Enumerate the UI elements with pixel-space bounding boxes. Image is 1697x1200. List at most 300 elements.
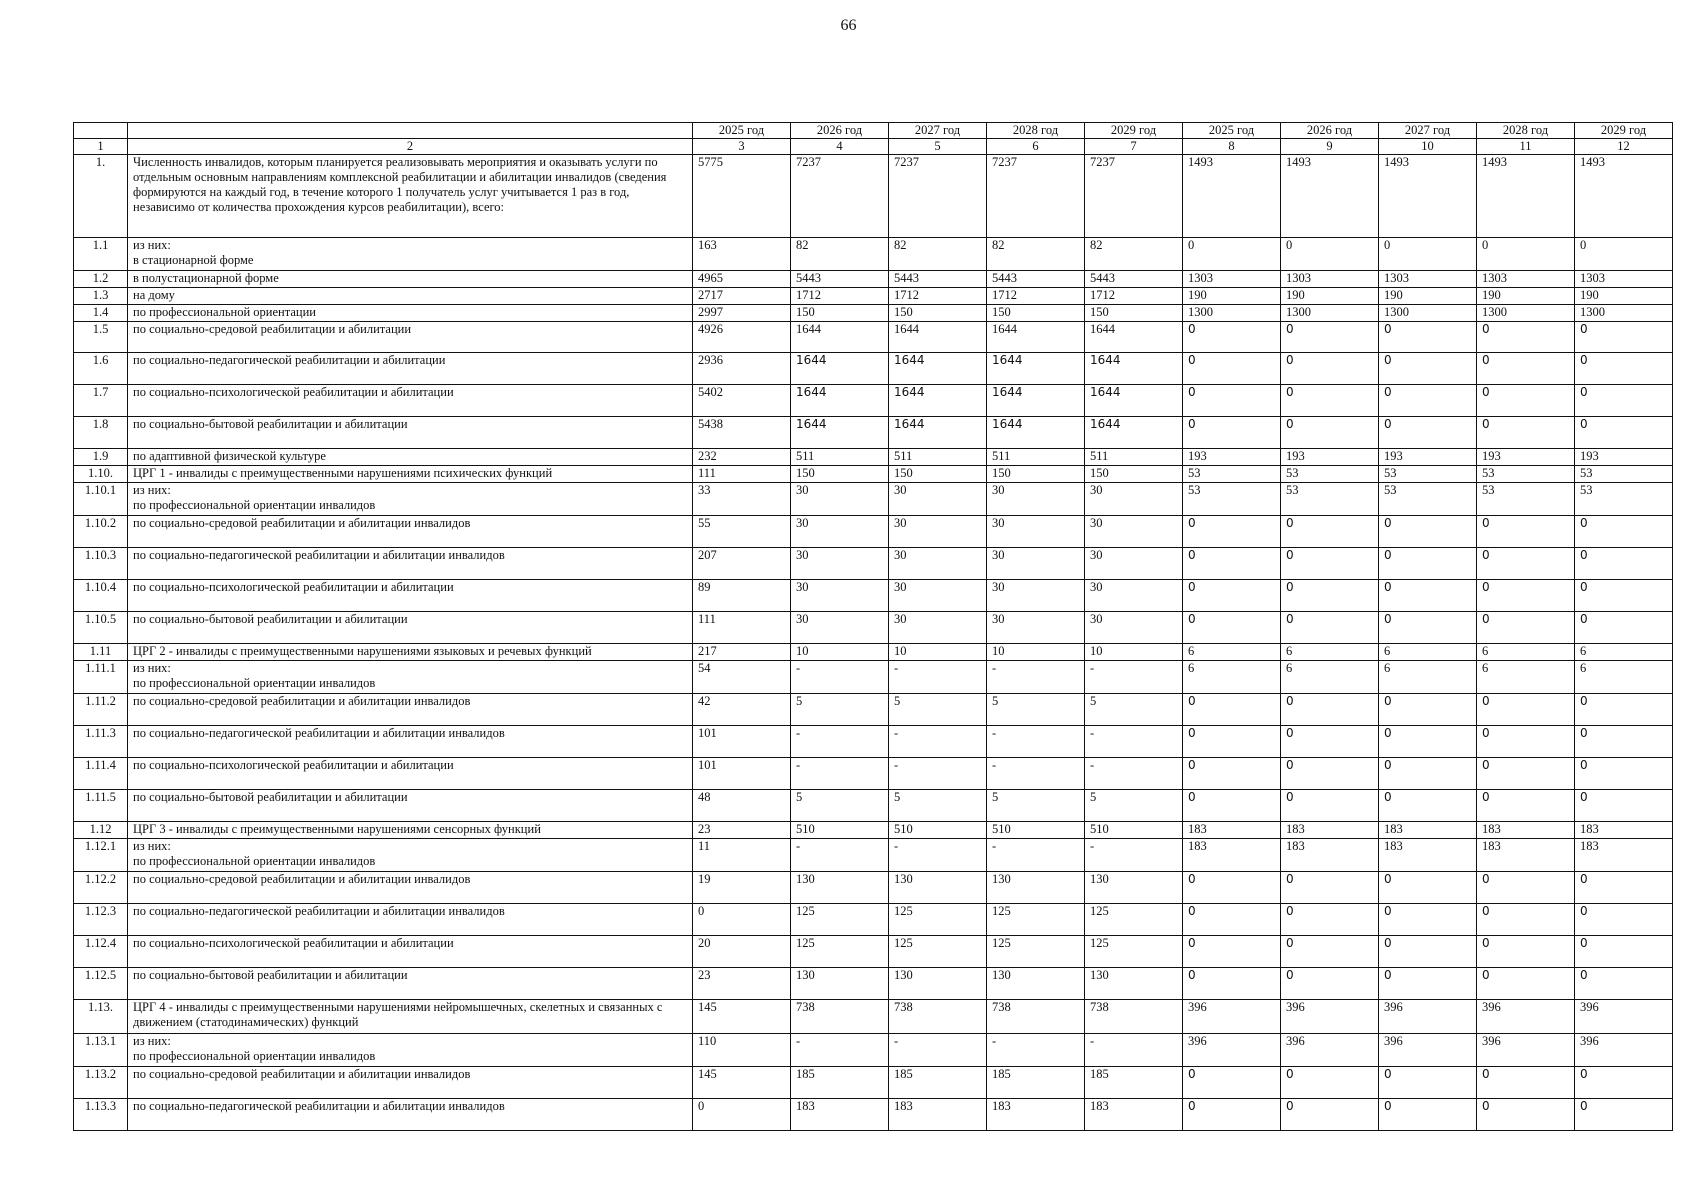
table-row bbox=[74, 271, 1673, 288]
row-label: по социально-педагогической реабилитации и абилитации инвалидов bbox=[128, 548, 693, 580]
value-cell: 0 bbox=[1477, 580, 1575, 612]
table-row bbox=[74, 385, 1673, 417]
value-cell: - bbox=[889, 758, 987, 790]
row-number: 1.2 bbox=[74, 271, 128, 288]
value-cell: 1493 bbox=[1379, 155, 1477, 238]
value-cell: 0 bbox=[1477, 968, 1575, 1000]
header-year-cell: 2028 год bbox=[987, 123, 1085, 139]
value-cell: 0 bbox=[1379, 353, 1477, 385]
value-cell: 30 bbox=[791, 580, 889, 612]
value-cell: 1644 bbox=[889, 417, 987, 449]
value-cell: 193 bbox=[1477, 449, 1575, 466]
value-cell: 125 bbox=[1085, 936, 1183, 968]
row-label: по социально-психологической реабилитации и абилитации bbox=[128, 385, 693, 417]
row-label: ЦРГ 4 - инвалиды с преимущественными нарушениями нейромышечных, скелетных и связанных с движением (статодинамических) функций bbox=[128, 1000, 693, 1034]
value-cell: 145 bbox=[693, 1067, 791, 1099]
table-row bbox=[74, 449, 1673, 466]
value-cell: - bbox=[889, 839, 987, 872]
value-cell: 101 bbox=[693, 758, 791, 790]
value-cell: 0 bbox=[1575, 726, 1673, 758]
value-cell: 0 bbox=[1281, 694, 1379, 726]
value-cell: 150 bbox=[987, 305, 1085, 322]
value-cell: 1644 bbox=[889, 353, 987, 385]
row-number: 1.10. bbox=[74, 466, 128, 483]
value-cell: 1712 bbox=[791, 288, 889, 305]
value-cell: 30 bbox=[791, 516, 889, 548]
column-number-cell: 5 bbox=[889, 139, 987, 155]
table-row bbox=[74, 968, 1673, 1000]
value-cell: 5 bbox=[987, 694, 1085, 726]
value-cell: 0 bbox=[1281, 353, 1379, 385]
value-cell: 150 bbox=[889, 305, 987, 322]
value-cell: 30 bbox=[889, 548, 987, 580]
value-cell: 30 bbox=[1085, 580, 1183, 612]
value-cell: 130 bbox=[791, 968, 889, 1000]
value-cell: 183 bbox=[1183, 839, 1281, 872]
column-number-cell: 1 bbox=[74, 139, 128, 155]
table-row bbox=[74, 516, 1673, 548]
column-number-cell: 11 bbox=[1477, 139, 1575, 155]
value-cell: - bbox=[791, 1034, 889, 1067]
table-row bbox=[74, 936, 1673, 968]
value-cell: 190 bbox=[1183, 288, 1281, 305]
row-number: 1.11.4 bbox=[74, 758, 128, 790]
value-cell: 0 bbox=[1281, 516, 1379, 548]
table-row bbox=[74, 1067, 1673, 1099]
row-label: по социально-бытовой реабилитации и абилитации bbox=[128, 968, 693, 1000]
table-row bbox=[74, 726, 1673, 758]
value-cell: 738 bbox=[987, 1000, 1085, 1034]
row-number: 1.13.3 bbox=[74, 1099, 128, 1131]
value-cell: 0 bbox=[1379, 417, 1477, 449]
value-cell: 145 bbox=[693, 1000, 791, 1034]
value-cell: 1644 bbox=[791, 322, 889, 353]
value-cell: 125 bbox=[889, 936, 987, 968]
value-cell: 6 bbox=[1281, 644, 1379, 661]
value-cell: 11 bbox=[693, 839, 791, 872]
table-row bbox=[74, 839, 1673, 872]
value-cell: 0 bbox=[1379, 385, 1477, 417]
value-cell: 396 bbox=[1575, 1034, 1673, 1067]
table-row bbox=[74, 644, 1673, 661]
value-cell: 53 bbox=[1183, 466, 1281, 483]
value-cell: 0 bbox=[1183, 726, 1281, 758]
value-cell: 0 bbox=[1183, 758, 1281, 790]
value-cell: 125 bbox=[987, 904, 1085, 936]
header-years-row bbox=[74, 123, 1673, 139]
value-cell: 1644 bbox=[791, 385, 889, 417]
row-number: 1.10.2 bbox=[74, 516, 128, 548]
table-row bbox=[74, 548, 1673, 580]
value-cell: 0 bbox=[1183, 385, 1281, 417]
row-number: 1.13. bbox=[74, 1000, 128, 1034]
row-number: 1.12 bbox=[74, 822, 128, 839]
value-cell: 0 bbox=[1379, 872, 1477, 904]
row-number: 1.13.1 bbox=[74, 1034, 128, 1067]
value-cell: 0 bbox=[1281, 968, 1379, 1000]
value-cell: 2997 bbox=[693, 305, 791, 322]
value-cell: 150 bbox=[791, 466, 889, 483]
value-cell: 5443 bbox=[791, 271, 889, 288]
value-cell: 0 bbox=[1281, 612, 1379, 644]
row-label: в полустационарной форме bbox=[128, 271, 693, 288]
value-cell: 6 bbox=[1477, 661, 1575, 694]
value-cell: 0 bbox=[1477, 612, 1575, 644]
value-cell: 130 bbox=[889, 872, 987, 904]
value-cell: 0 bbox=[1477, 758, 1575, 790]
value-cell: 738 bbox=[1085, 1000, 1183, 1034]
value-cell: 1712 bbox=[987, 288, 1085, 305]
value-cell: 0 bbox=[1183, 238, 1281, 271]
table-row bbox=[74, 305, 1673, 322]
value-cell: 1644 bbox=[1085, 385, 1183, 417]
value-cell: 183 bbox=[889, 1099, 987, 1131]
value-cell: 511 bbox=[987, 449, 1085, 466]
value-cell: 1493 bbox=[1575, 155, 1673, 238]
row-label: по социально-педагогической реабилитации и абилитации инвалидов bbox=[128, 1099, 693, 1131]
value-cell: 0 bbox=[1575, 790, 1673, 822]
value-cell: 0 bbox=[1575, 417, 1673, 449]
value-cell: 0 bbox=[693, 904, 791, 936]
value-cell: 30 bbox=[987, 483, 1085, 516]
value-cell: 0 bbox=[1379, 1099, 1477, 1131]
value-cell: 1644 bbox=[987, 322, 1085, 353]
row-number: 1.12.3 bbox=[74, 904, 128, 936]
value-cell: 396 bbox=[1477, 1000, 1575, 1034]
header-year-cell: 2028 год bbox=[1477, 123, 1575, 139]
value-cell: 30 bbox=[1085, 612, 1183, 644]
value-cell: 1644 bbox=[987, 417, 1085, 449]
value-cell: 6 bbox=[1183, 661, 1281, 694]
value-cell: 0 bbox=[1477, 694, 1575, 726]
value-cell: 0 bbox=[1183, 548, 1281, 580]
value-cell: 0 bbox=[1477, 353, 1575, 385]
header-year-cell bbox=[74, 123, 128, 139]
value-cell: 30 bbox=[889, 580, 987, 612]
value-cell: 183 bbox=[791, 1099, 889, 1131]
value-cell: 0 bbox=[1183, 936, 1281, 968]
value-cell: 193 bbox=[1575, 449, 1673, 466]
value-cell: 0 bbox=[1281, 1067, 1379, 1099]
value-cell: 0 bbox=[1379, 904, 1477, 936]
value-cell: 5 bbox=[889, 694, 987, 726]
value-cell: 5 bbox=[987, 790, 1085, 822]
value-cell: 396 bbox=[1379, 1000, 1477, 1034]
value-cell: 53 bbox=[1575, 466, 1673, 483]
value-cell: 54 bbox=[693, 661, 791, 694]
row-number: 1.13.2 bbox=[74, 1067, 128, 1099]
row-label: по социально-педагогической реабилитации и абилитации инвалидов bbox=[128, 726, 693, 758]
header-year-cell bbox=[128, 123, 693, 139]
value-cell: 510 bbox=[791, 822, 889, 839]
value-cell: 185 bbox=[987, 1067, 1085, 1099]
value-cell: 1712 bbox=[1085, 288, 1183, 305]
value-cell: 1644 bbox=[1085, 353, 1183, 385]
value-cell: 0 bbox=[1379, 694, 1477, 726]
header-year-cell: 2027 год bbox=[889, 123, 987, 139]
row-label: по адаптивной физической культуре bbox=[128, 449, 693, 466]
value-cell: 0 bbox=[1183, 872, 1281, 904]
value-cell: 0 bbox=[1477, 516, 1575, 548]
row-label: по социально-средовой реабилитации и абилитации bbox=[128, 322, 693, 353]
value-cell: 0 bbox=[1575, 872, 1673, 904]
table-row bbox=[74, 1034, 1673, 1067]
value-cell: 53 bbox=[1477, 483, 1575, 516]
value-cell: 0 bbox=[1379, 968, 1477, 1000]
table-row bbox=[74, 417, 1673, 449]
row-label: из них: по профессиональной ориентации инвалидов bbox=[128, 839, 693, 872]
table-row bbox=[74, 353, 1673, 385]
row-number: 1.4 bbox=[74, 305, 128, 322]
value-cell: 511 bbox=[889, 449, 987, 466]
table-row bbox=[74, 1000, 1673, 1034]
page-number: 66 bbox=[840, 17, 857, 34]
value-cell: 0 bbox=[1477, 417, 1575, 449]
value-cell: 130 bbox=[889, 968, 987, 1000]
value-cell: 0 bbox=[1281, 1099, 1379, 1131]
row-number: 1.11.1 bbox=[74, 661, 128, 694]
row-number: 1.11 bbox=[74, 644, 128, 661]
header-year-cell: 2029 год bbox=[1575, 123, 1673, 139]
value-cell: 0 bbox=[693, 1099, 791, 1131]
value-cell: 193 bbox=[1183, 449, 1281, 466]
value-cell: 396 bbox=[1281, 1034, 1379, 1067]
value-cell: 0 bbox=[1575, 936, 1673, 968]
value-cell: 130 bbox=[1085, 968, 1183, 1000]
value-cell: 30 bbox=[987, 516, 1085, 548]
table-row bbox=[74, 612, 1673, 644]
value-cell: 193 bbox=[1379, 449, 1477, 466]
table-row bbox=[74, 661, 1673, 694]
value-cell: - bbox=[889, 661, 987, 694]
value-cell: 5443 bbox=[987, 271, 1085, 288]
value-cell: 0 bbox=[1281, 872, 1379, 904]
value-cell: 0 bbox=[1183, 516, 1281, 548]
value-cell: 190 bbox=[1379, 288, 1477, 305]
value-cell: 1644 bbox=[791, 353, 889, 385]
value-cell: 0 bbox=[1281, 548, 1379, 580]
row-label: по социально-бытовой реабилитации и абилитации bbox=[128, 790, 693, 822]
value-cell: 183 bbox=[1085, 1099, 1183, 1131]
value-cell: 30 bbox=[987, 580, 1085, 612]
value-cell: 0 bbox=[1379, 516, 1477, 548]
value-cell: 0 bbox=[1183, 322, 1281, 353]
value-cell: 6 bbox=[1477, 644, 1575, 661]
value-cell: 193 bbox=[1281, 449, 1379, 466]
value-cell: 190 bbox=[1281, 288, 1379, 305]
table-row bbox=[74, 238, 1673, 271]
row-label: по социально-средовой реабилитации и абилитации инвалидов bbox=[128, 1067, 693, 1099]
value-cell: 0 bbox=[1183, 353, 1281, 385]
column-number-cell: 4 bbox=[791, 139, 889, 155]
table-row bbox=[74, 758, 1673, 790]
value-cell: 0 bbox=[1183, 968, 1281, 1000]
rehabilitation-table bbox=[73, 122, 1673, 1131]
table-row bbox=[74, 580, 1673, 612]
column-number-cell: 3 bbox=[693, 139, 791, 155]
value-cell: 183 bbox=[987, 1099, 1085, 1131]
value-cell: 1644 bbox=[1085, 417, 1183, 449]
row-number: 1.10.1 bbox=[74, 483, 128, 516]
value-cell: 0 bbox=[1379, 580, 1477, 612]
value-cell: 183 bbox=[1477, 822, 1575, 839]
value-cell: 5 bbox=[791, 790, 889, 822]
header-column-numbers-row bbox=[74, 139, 1673, 155]
value-cell: 0 bbox=[1281, 385, 1379, 417]
value-cell: 130 bbox=[987, 872, 1085, 904]
value-cell: - bbox=[1085, 661, 1183, 694]
value-cell: 1303 bbox=[1477, 271, 1575, 288]
value-cell: 7237 bbox=[889, 155, 987, 238]
value-cell: - bbox=[791, 661, 889, 694]
value-cell: 0 bbox=[1281, 726, 1379, 758]
value-cell: 2936 bbox=[693, 353, 791, 385]
value-cell: 6 bbox=[1575, 644, 1673, 661]
value-cell: 130 bbox=[791, 872, 889, 904]
value-cell: 0 bbox=[1379, 238, 1477, 271]
table-row bbox=[74, 483, 1673, 516]
value-cell: 1303 bbox=[1575, 271, 1673, 288]
row-number: 1.5 bbox=[74, 322, 128, 353]
value-cell: 125 bbox=[791, 904, 889, 936]
row-number: 1.8 bbox=[74, 417, 128, 449]
value-cell: 183 bbox=[1183, 822, 1281, 839]
value-cell: 53 bbox=[1379, 466, 1477, 483]
value-cell: 5402 bbox=[693, 385, 791, 417]
row-label: по социально-бытовой реабилитации и абилитации bbox=[128, 612, 693, 644]
value-cell: 1300 bbox=[1379, 305, 1477, 322]
value-cell: 7237 bbox=[987, 155, 1085, 238]
value-cell: 0 bbox=[1379, 548, 1477, 580]
value-cell: 511 bbox=[1085, 449, 1183, 466]
value-cell: 7237 bbox=[791, 155, 889, 238]
value-cell: 30 bbox=[1085, 483, 1183, 516]
value-cell: 0 bbox=[1379, 936, 1477, 968]
row-label: из них: в стационарной форме bbox=[128, 238, 693, 271]
value-cell: 1493 bbox=[1477, 155, 1575, 238]
value-cell: 1303 bbox=[1379, 271, 1477, 288]
value-cell: 1493 bbox=[1281, 155, 1379, 238]
value-cell: - bbox=[889, 726, 987, 758]
value-cell: 207 bbox=[693, 548, 791, 580]
row-label: по профессиональной ориентации bbox=[128, 305, 693, 322]
row-label: по социально-педагогической реабилитации и абилитации bbox=[128, 353, 693, 385]
row-label: ЦРГ 1 - инвалиды с преимущественными нарушениями психических функций bbox=[128, 466, 693, 483]
value-cell: 0 bbox=[1477, 872, 1575, 904]
row-label: из них: по профессиональной ориентации инвалидов bbox=[128, 1034, 693, 1067]
value-cell: 5443 bbox=[1085, 271, 1183, 288]
value-cell: 0 bbox=[1575, 322, 1673, 353]
value-cell: - bbox=[1085, 758, 1183, 790]
value-cell: 163 bbox=[693, 238, 791, 271]
value-cell: 4926 bbox=[693, 322, 791, 353]
table-row bbox=[74, 822, 1673, 839]
value-cell: 30 bbox=[791, 612, 889, 644]
value-cell: 0 bbox=[1477, 322, 1575, 353]
value-cell: 0 bbox=[1281, 904, 1379, 936]
value-cell: 30 bbox=[791, 548, 889, 580]
value-cell: 0 bbox=[1281, 580, 1379, 612]
value-cell: 0 bbox=[1477, 238, 1575, 271]
value-cell: 6 bbox=[1183, 644, 1281, 661]
value-cell: 6 bbox=[1575, 661, 1673, 694]
value-cell: 0 bbox=[1575, 548, 1673, 580]
value-cell: 42 bbox=[693, 694, 791, 726]
value-cell: 510 bbox=[987, 822, 1085, 839]
value-cell: 82 bbox=[987, 238, 1085, 271]
value-cell: 1300 bbox=[1281, 305, 1379, 322]
value-cell: 183 bbox=[1575, 822, 1673, 839]
value-cell: 33 bbox=[693, 483, 791, 516]
value-cell: 183 bbox=[1281, 839, 1379, 872]
value-cell: 48 bbox=[693, 790, 791, 822]
value-cell: 0 bbox=[1477, 1067, 1575, 1099]
column-number-cell: 6 bbox=[987, 139, 1085, 155]
value-cell: 53 bbox=[1379, 483, 1477, 516]
value-cell: 19 bbox=[693, 872, 791, 904]
table-row bbox=[74, 288, 1673, 305]
table-row bbox=[74, 155, 1673, 238]
value-cell: 4965 bbox=[693, 271, 791, 288]
table-row bbox=[74, 904, 1673, 936]
value-cell: - bbox=[791, 758, 889, 790]
value-cell: 0 bbox=[1575, 385, 1673, 417]
value-cell: 190 bbox=[1477, 288, 1575, 305]
value-cell: 82 bbox=[791, 238, 889, 271]
header-year-cell: 2025 год bbox=[693, 123, 791, 139]
value-cell: 738 bbox=[889, 1000, 987, 1034]
row-label: по социально-средовой реабилитации и абилитации инвалидов bbox=[128, 694, 693, 726]
value-cell: 232 bbox=[693, 449, 791, 466]
value-cell: 0 bbox=[1477, 790, 1575, 822]
value-cell: 1303 bbox=[1183, 271, 1281, 288]
value-cell: 510 bbox=[1085, 822, 1183, 839]
column-number-cell: 7 bbox=[1085, 139, 1183, 155]
value-cell: 0 bbox=[1575, 580, 1673, 612]
value-cell: 0 bbox=[1477, 726, 1575, 758]
value-cell: 0 bbox=[1477, 904, 1575, 936]
value-cell: 217 bbox=[693, 644, 791, 661]
value-cell: - bbox=[1085, 726, 1183, 758]
value-cell: 0 bbox=[1477, 936, 1575, 968]
value-cell: 0 bbox=[1183, 1067, 1281, 1099]
value-cell: 0 bbox=[1183, 1099, 1281, 1131]
value-cell: 0 bbox=[1477, 385, 1575, 417]
value-cell: - bbox=[987, 1034, 1085, 1067]
value-cell: 10 bbox=[1085, 644, 1183, 661]
value-cell: 0 bbox=[1281, 417, 1379, 449]
value-cell: 0 bbox=[1477, 1099, 1575, 1131]
value-cell: 0 bbox=[1281, 790, 1379, 822]
value-cell: 1300 bbox=[1477, 305, 1575, 322]
value-cell: 0 bbox=[1183, 612, 1281, 644]
value-cell: 0 bbox=[1183, 790, 1281, 822]
row-label: по социально-психологической реабилитации и абилитации bbox=[128, 936, 693, 968]
value-cell: 738 bbox=[791, 1000, 889, 1034]
value-cell: 190 bbox=[1575, 288, 1673, 305]
value-cell: - bbox=[987, 661, 1085, 694]
row-label: на дому bbox=[128, 288, 693, 305]
value-cell: 150 bbox=[791, 305, 889, 322]
value-cell: 183 bbox=[1281, 822, 1379, 839]
value-cell: 30 bbox=[987, 548, 1085, 580]
value-cell: 1712 bbox=[889, 288, 987, 305]
header-year-cell: 2027 год bbox=[1379, 123, 1477, 139]
value-cell: 396 bbox=[1575, 1000, 1673, 1034]
row-number: 1.10.3 bbox=[74, 548, 128, 580]
value-cell: 183 bbox=[1477, 839, 1575, 872]
table-body bbox=[74, 123, 1673, 1131]
